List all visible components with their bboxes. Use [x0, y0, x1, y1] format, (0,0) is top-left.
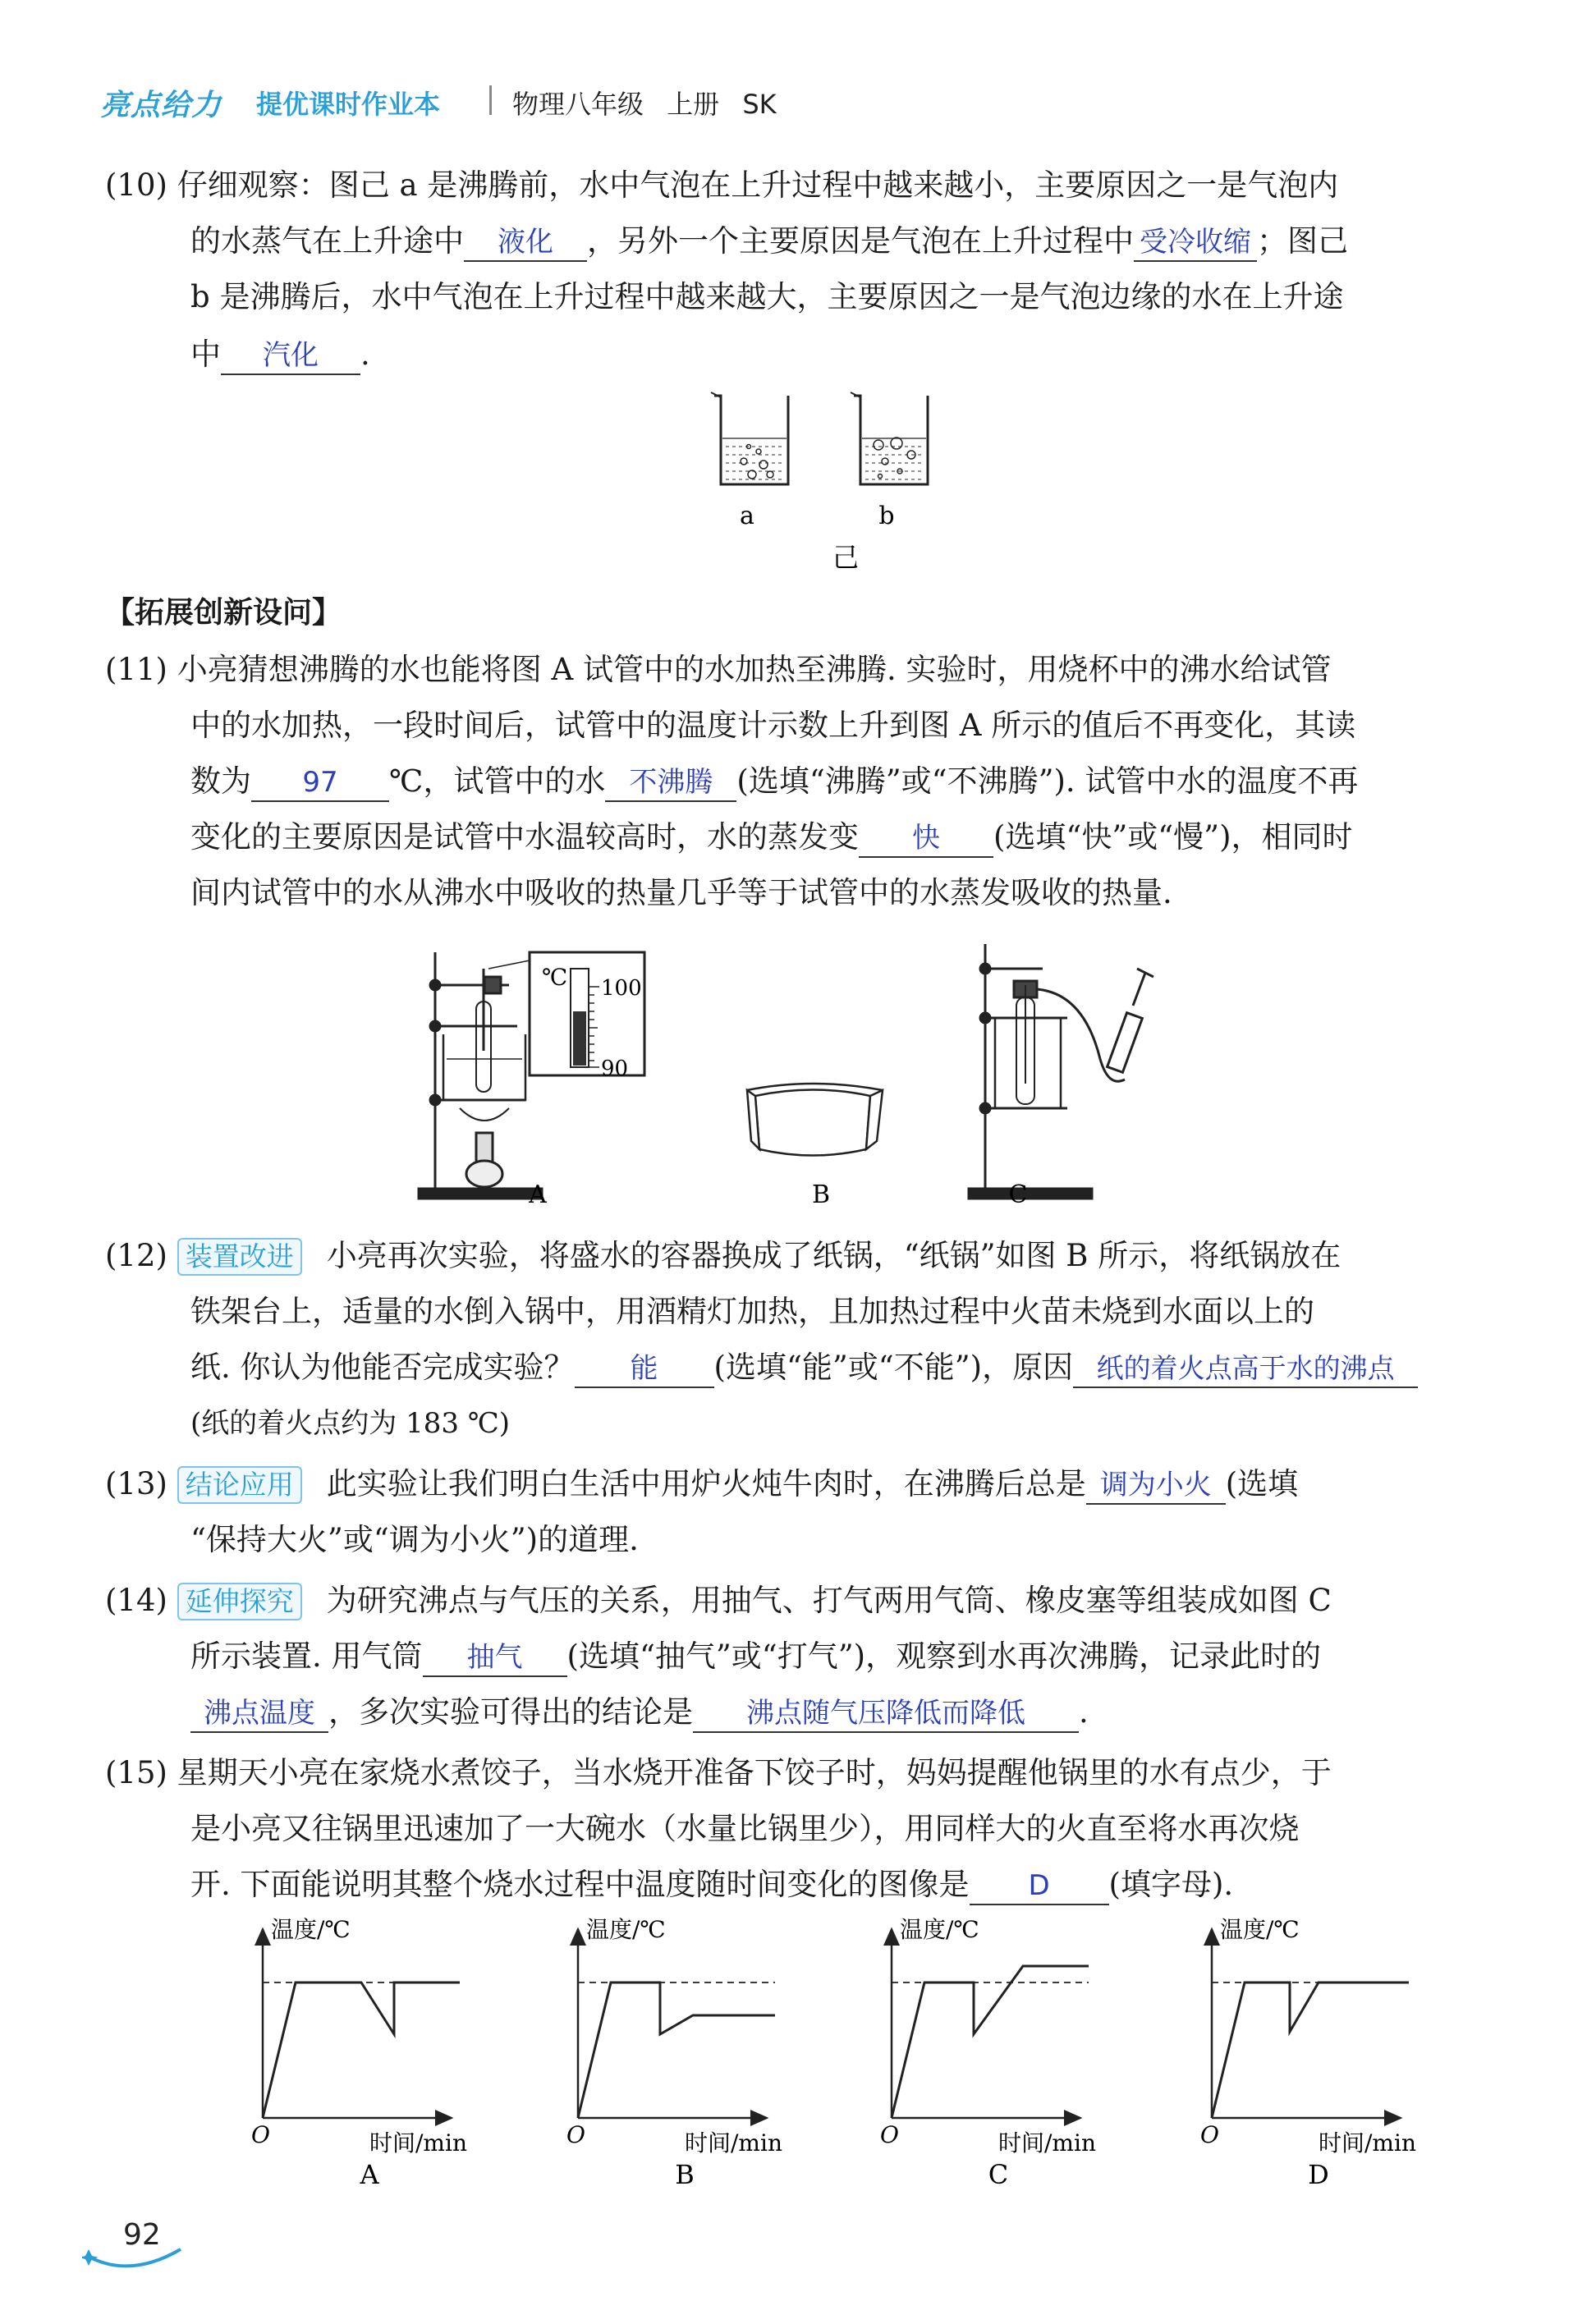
figure-apparatus	[410, 936, 1215, 1215]
thermometer-box	[530, 952, 644, 1081]
brand-logo: 亮点给力	[100, 89, 222, 122]
q10-answer3[interactable]: 汽化	[221, 337, 360, 375]
thermo-column	[573, 1011, 586, 1066]
beaker-b	[851, 392, 928, 484]
graph-D	[1200, 1916, 1416, 2190]
q13-line2: “保持大火”或“调为小火”)的道理.	[190, 1522, 639, 1557]
q11-line2: 中的水加热，一段时间后，试管中的温度计示数上升到图 A 所示的值后不再变化，其读	[190, 708, 1356, 743]
q14-answer2[interactable]: 沸点温度	[190, 1695, 328, 1733]
graph-A-label: A	[360, 2159, 379, 2190]
graph-B	[566, 1916, 782, 2190]
q10-line3: b 是沸腾后，水中气泡在上升过程中越来越大，主要原因之一是气泡边缘的水在上升途	[190, 279, 1344, 314]
page-number: 92	[123, 2218, 161, 2252]
graph-D-ylabel: 温度/℃	[1220, 1916, 1300, 1943]
q15-line1: (15) 星期天小亮在家烧水煮饺子，当水烧开准备下饺子时，妈妈提醒他锅里的水有点少，于	[105, 1755, 1332, 1790]
thermo-unit: ℃	[542, 964, 568, 991]
apparatus-b	[747, 1084, 883, 1156]
graph-D-xlabel: 时间/min	[1319, 2129, 1416, 2157]
q15-line3: 开. 下面能说明其整个烧水过程中温度随时间变化的图像是 D (填字母).	[190, 1863, 1233, 1906]
graph-C-label: C	[988, 2159, 1009, 2190]
graph-C-xlabel: 时间/min	[998, 2129, 1096, 2157]
graph-A-origin: O	[251, 2121, 270, 2148]
graph-C	[880, 1916, 1096, 2190]
fig-caption: 己	[832, 542, 860, 573]
curve-C	[892, 1966, 1089, 2118]
graphs-options	[238, 1913, 1470, 2192]
apparatus-a	[419, 952, 542, 1199]
q10-line2: 的水蒸气在上升途中 液化 ，另外一个主要原因是气泡在上升过程中 受冷收缩 ；图己	[190, 220, 1348, 263]
q12-line1: (12) 装置改进 小亮再次实验，将盛水的容器换成了纸锅，“纸锅”如图 B 所示，将纸锅放在	[105, 1235, 1341, 1277]
q11-line5: 间内试管中的水从沸水中吸收的热量几乎等于试管中的水蒸发吸收的热量.	[190, 875, 1172, 910]
q11-line3: 数为 97 ℃，试管中的水 不沸腾 (选填“沸腾”或“不沸腾”). 试管中水的温度不再	[190, 760, 1358, 803]
q11-answer1[interactable]: 97	[251, 764, 389, 802]
q10-line4: 中 汽化 .	[190, 333, 370, 376]
fig-label-a: a	[740, 502, 754, 530]
curve-B	[578, 1982, 775, 2118]
thermo-tick-90: 90	[601, 1057, 629, 1081]
graph-A-xlabel: 时间/min	[369, 2129, 467, 2157]
q11-answer2[interactable]: 不沸腾	[605, 764, 736, 802]
q14-tag: 延伸探究	[177, 1583, 302, 1620]
q12-line4: (纸的着火点约为 183 ℃)	[190, 1407, 511, 1440]
q15-line2: 是小亮又往锅里迅速加了一大碗水（水量比锅里少），用同样大的火直至将水再次烧	[190, 1811, 1300, 1846]
section-title: 【拓展创新设问】	[105, 596, 342, 630]
q13-line1: (13) 结论应用 此实验让我们明白生活中用炉火炖牛肉时，在沸腾后总是 调为小火 (选填	[105, 1463, 1298, 1506]
q13-tag: 结论应用	[177, 1466, 302, 1504]
thermo-tick-100: 100	[601, 976, 642, 1001]
q10-answer1[interactable]: 液化	[464, 224, 587, 262]
graph-C-origin: O	[880, 2121, 899, 2148]
q12-line2: 铁架台上，适量的水倒入锅中，用酒精灯加热，且加热过程中火苗未烧到水面以上的	[190, 1294, 1314, 1329]
graph-B-origin: O	[566, 2121, 585, 2148]
q15-answer1[interactable]: D	[970, 1868, 1109, 1905]
q14-line1: (14) 延伸探究 为研究沸点与气压的关系，用抽气、打气两用气筒、橡皮塞等组装成如图 C	[105, 1579, 1332, 1622]
series-title: 提优课时作业本	[256, 89, 441, 120]
fig-label-A: A	[529, 1180, 547, 1209]
q14-answer3[interactable]: 沸点随气压降低而降低	[693, 1695, 1079, 1733]
q12-answer1[interactable]: 能	[575, 1350, 714, 1388]
graph-D-label: D	[1308, 2159, 1329, 2190]
q11-line1: (11) 小亮猜想沸腾的水也能将图 A 试管中的水加热至沸腾. 实验时，用烧杯中的沸水给试管	[105, 652, 1332, 687]
graph-A-ylabel: 温度/℃	[271, 1916, 351, 1943]
header-divider	[489, 85, 492, 115]
graph-D-origin: O	[1200, 2121, 1219, 2148]
q10-answer2[interactable]: 受冷收缩	[1134, 224, 1257, 262]
fig-label-C: C	[1008, 1180, 1028, 1209]
q12-answer2[interactable]: 纸的着火点高于水的沸点	[1073, 1350, 1418, 1388]
q14-line3: 沸点温度 ，多次实验可得出的结论是 沸点随气压降低而降低 .	[190, 1691, 1089, 1734]
book-title: 物理八年级 上册 SK	[512, 89, 777, 120]
graph-B-label: B	[675, 2159, 695, 2190]
q14-answer1[interactable]: 抽气	[423, 1639, 567, 1677]
q12-tag: 装置改进	[177, 1238, 302, 1276]
graph-B-xlabel: 时间/min	[685, 2129, 782, 2157]
q14-line2: 所示装置. 用气筒 抽气 (选填“抽气”或“打气”)，观察到水再次沸腾，记录此时的	[190, 1635, 1321, 1678]
graph-A	[251, 1916, 467, 2190]
beaker-a	[711, 392, 788, 484]
graph-B-ylabel: 温度/℃	[586, 1916, 666, 1943]
graph-C-ylabel: 温度/℃	[900, 1916, 979, 1943]
apparatus-c	[969, 944, 1153, 1199]
curve-D	[1212, 1982, 1409, 2118]
q13-answer1[interactable]: 调为小火	[1086, 1467, 1226, 1505]
curve-A	[263, 1982, 460, 2118]
q11-line4: 变化的主要原因是试管中水温较高时，水的蒸发变 快 (选填“快”或“慢”)，相同时	[190, 816, 1353, 859]
figure-beakers	[706, 386, 952, 583]
q11-answer3[interactable]: 快	[859, 820, 993, 858]
q10-line1: (10) 仔细观察：图己 a 是沸腾前，水中气泡在上升过程中越来越小，主要原因之一是气泡内	[105, 167, 1339, 203]
fig-label-b: b	[878, 502, 895, 530]
fig-label-B: B	[811, 1180, 831, 1209]
q12-line3: 纸. 你认为他能否完成实验？ 能 (选填“能”或“不能”)，原因 纸的着火点高于水的沸点	[190, 1346, 1418, 1389]
